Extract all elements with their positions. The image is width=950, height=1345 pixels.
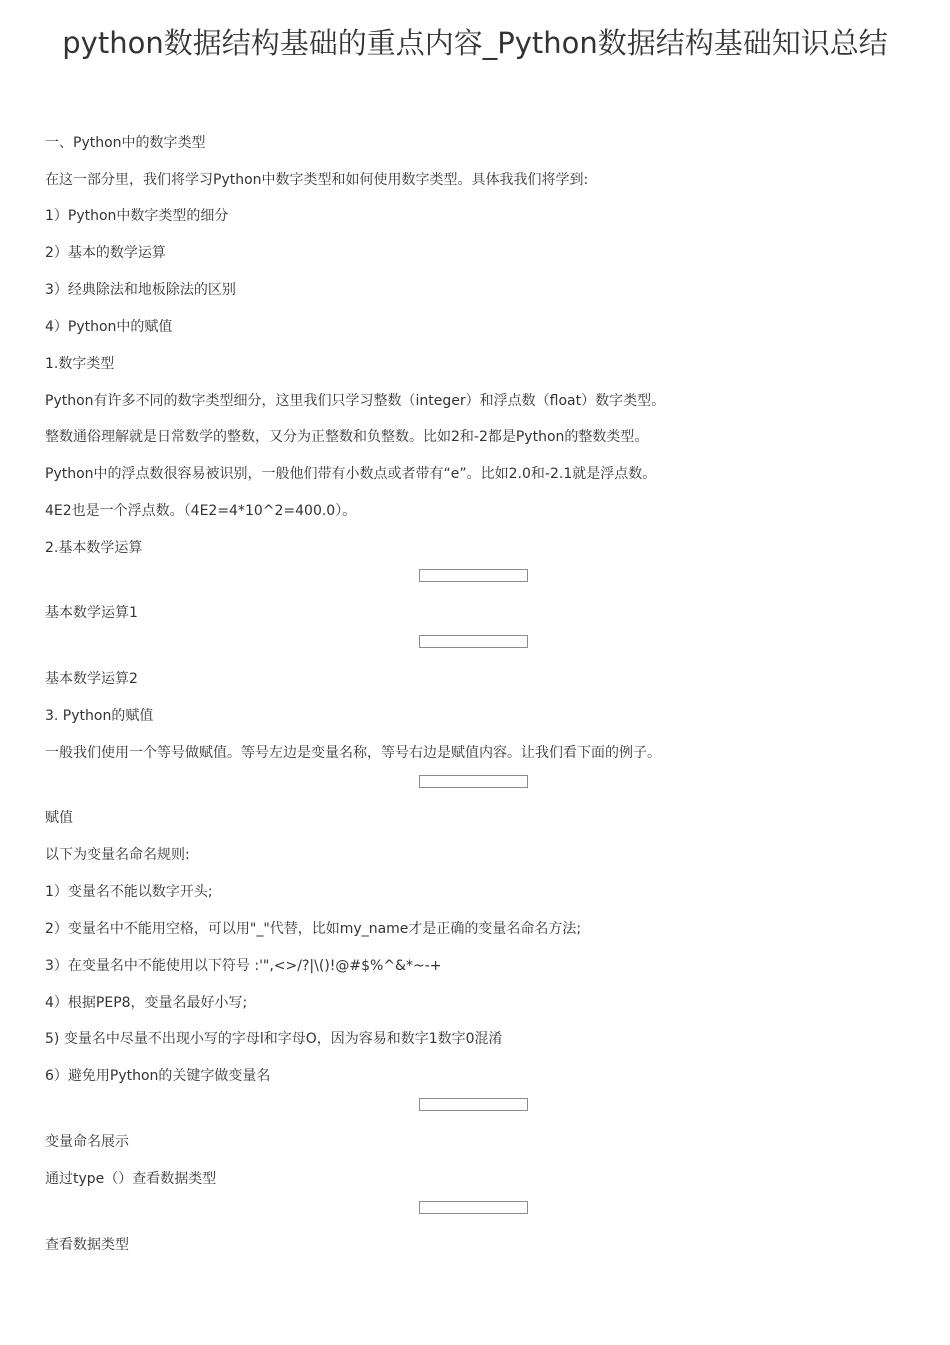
list-item: 2）变量名中不能用空格，可以用"_"代替，比如my_name才是正确的变量名命名方法; (45, 921, 582, 937)
paragraph: Python中的浮点数很容易被识别，一般他们带有小数点或者带有“e”。比如2.0和-2.1就是浮点数。 (45, 466, 657, 482)
list-item: 1）变量名不能以数字开头; (45, 884, 213, 900)
list-item: 1）Python中数字类型的细分 (45, 208, 229, 224)
image-placeholder (419, 569, 528, 582)
subsection-heading: 1.数字类型 (45, 356, 115, 372)
subsection-heading: 2.基本数学运算 (45, 540, 143, 556)
paragraph: 通过type（）查看数据类型 (45, 1171, 217, 1187)
list-item: 2）基本的数学运算 (45, 245, 166, 261)
paragraph: 以下为变量名命名规则: (45, 847, 190, 863)
image-caption: 赋值 (45, 810, 73, 826)
image-placeholder (419, 1201, 528, 1214)
image-caption: 变量命名展示 (45, 1134, 129, 1150)
list-item: 3）经典除法和地板除法的区别 (45, 282, 236, 298)
paragraph: 整数通俗理解就是日常数学的整数，又分为正整数和负整数。比如2和-2都是Python的整数类型。 (45, 429, 649, 445)
list-item: 3）在变量名中不能使用以下符号 :'",<>/?|\()!@#$%^&*~-+ (45, 958, 442, 974)
page-title: python数据结构基础的重点内容_Python数据结构基础知识总结 (62, 26, 888, 60)
list-item: 5) 变量名中尽量不出现小写的字母l和字母O，因为容易和数字1数字0混淆 (45, 1031, 503, 1047)
image-caption: 基本数学运算2 (45, 671, 138, 687)
paragraph: Python有许多不同的数字类型细分，这里我们只学习整数（integer）和浮点数（float）数字类型。 (45, 393, 666, 409)
image-caption: 查看数据类型 (45, 1237, 129, 1253)
image-caption: 基本数学运算1 (45, 605, 138, 621)
subsection-heading: 3. Python的赋值 (45, 708, 154, 724)
image-placeholder (419, 775, 528, 788)
image-placeholder (419, 635, 528, 648)
list-item: 4）Python中的赋值 (45, 319, 173, 335)
paragraph: 一般我们使用一个等号做赋值。等号左边是变量名称，等号右边是赋值内容。让我们看下面的例子。 (45, 745, 661, 761)
section-heading: 一、Python中的数字类型 (45, 135, 206, 151)
intro-paragraph: 在这一部分里，我们将学习Python中数字类型和如何使用数字类型。具体我我们将学到: (45, 172, 589, 188)
paragraph: 4E2也是一个浮点数。（4E2=4*10^2=400.0）。 (45, 503, 357, 519)
list-item: 4）根据PEP8，变量名最好小写; (45, 995, 248, 1011)
image-placeholder (419, 1098, 528, 1111)
list-item: 6）避免用Python的关键字做变量名 (45, 1068, 271, 1084)
